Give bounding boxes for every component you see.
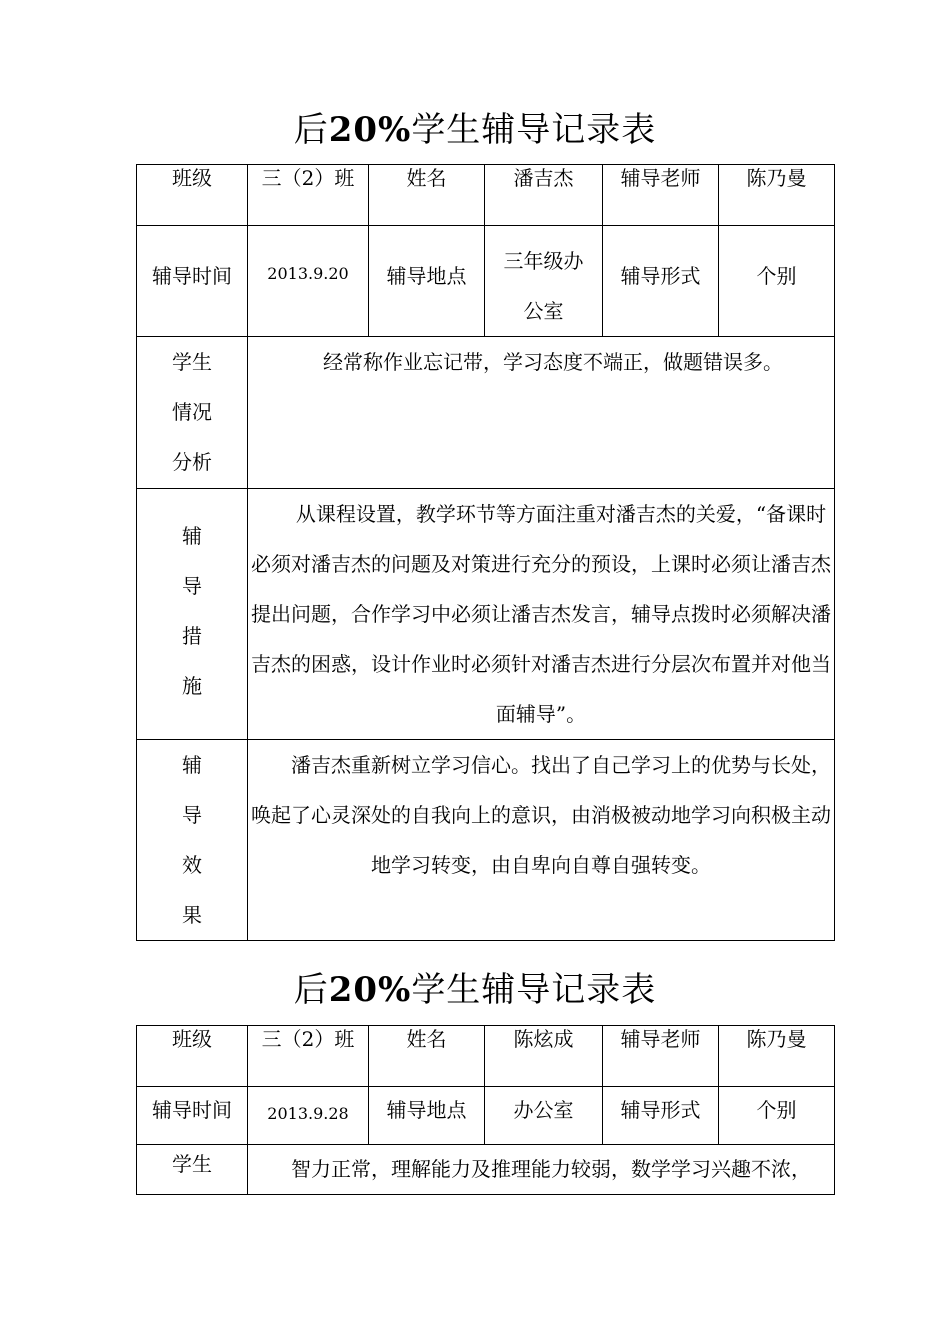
title-percent: 20% [328, 110, 412, 150]
teacher-name: 陈乃曼 [719, 1026, 835, 1087]
label-char: 情况 [172, 400, 212, 424]
time-label: 辅导时间 [137, 1087, 248, 1145]
student-name: 潘吉杰 [485, 165, 603, 226]
label-char: 措 [182, 624, 202, 648]
place-label: 辅导地点 [369, 226, 485, 337]
place-value-line-1: 三年级办 [503, 249, 584, 273]
table-row [137, 1087, 835, 1145]
title-suffix: 学生辅导记录表 [411, 970, 657, 1010]
title-prefix: 后 [293, 970, 329, 1010]
title-prefix: 后 [293, 110, 329, 150]
place-value: 办公室 [485, 1087, 603, 1145]
class-value: 三（2）班 [248, 1026, 369, 1087]
effect-text: 潘吉杰重新树立学习信心。找出了自己学习上的优势与长处，唤起了心灵深处的自我向上的意识，由消极被动地学习向积极主动地学习转变，由自卑向自尊自强转变。 [248, 740, 835, 941]
teacher-label: 辅导老师 [603, 1026, 719, 1087]
table-row [137, 165, 835, 226]
analysis-label: 学生 [137, 1145, 248, 1195]
label-char: 效 [182, 853, 202, 877]
teacher-name: 陈乃曼 [719, 165, 835, 226]
label-char: 施 [182, 674, 202, 698]
tutoring-date: 2013.9.28 [248, 1087, 369, 1145]
measures-label [137, 489, 248, 740]
form-value: 个别 [719, 226, 835, 337]
tutoring-date: 2013.9.20 [248, 226, 369, 337]
effect-label [137, 740, 248, 941]
time-label: 辅导时间 [137, 226, 248, 337]
teacher-label: 辅导老师 [603, 165, 719, 226]
name-label: 姓名 [369, 165, 485, 226]
table-row [137, 489, 835, 740]
record-2-title [0, 962, 950, 1011]
place-label: 辅导地点 [369, 1087, 485, 1145]
analysis-text: 经常称作业忘记带，学习态度不端正，做题错误多。 [248, 337, 835, 489]
title-suffix: 学生辅导记录表 [411, 110, 657, 150]
record-1-table [136, 164, 835, 941]
table-row [137, 226, 835, 337]
table-row [137, 740, 835, 941]
class-value: 三（2）班 [248, 165, 369, 226]
analysis-text: 智力正常，理解能力及推理能力较弱，数学学习兴趣不浓， [248, 1145, 835, 1195]
label-char: 导 [182, 574, 202, 598]
place-value [485, 226, 603, 337]
measures-text: 从课程设置，教学环节等方面注重对潘吉杰的关爱，“备课时必须对潘吉杰的问题及对策进行充分的预设，上课时必须让潘吉杰提出问题，合作学习中必须让潘吉杰发言，辅导点拨时必须解决潘吉杰的困惑，设计作业时必须针对潘吉杰进行分层次布置并对他当面辅导”。 [248, 489, 835, 740]
analysis-label [137, 337, 248, 489]
title-percent: 20% [328, 970, 412, 1010]
student-name: 陈炫成 [485, 1026, 603, 1087]
class-label: 班级 [137, 1026, 248, 1087]
label-char: 分析 [172, 450, 212, 474]
form-label: 辅导形式 [603, 226, 719, 337]
label-char: 导 [182, 803, 202, 827]
name-label: 姓名 [369, 1026, 485, 1087]
label-char: 果 [182, 903, 202, 927]
table-row [137, 337, 835, 489]
form-value: 个别 [719, 1087, 835, 1145]
label-char: 学生 [172, 350, 212, 374]
form-label: 辅导形式 [603, 1087, 719, 1145]
table-row [137, 1026, 835, 1087]
class-label: 班级 [137, 165, 248, 226]
label-char: 辅 [182, 753, 202, 777]
record-1-title [0, 102, 950, 151]
record-2-table [136, 1025, 835, 1195]
label-char: 辅 [182, 524, 202, 548]
place-value-line-2: 公室 [523, 299, 564, 323]
table-row [137, 1145, 835, 1195]
